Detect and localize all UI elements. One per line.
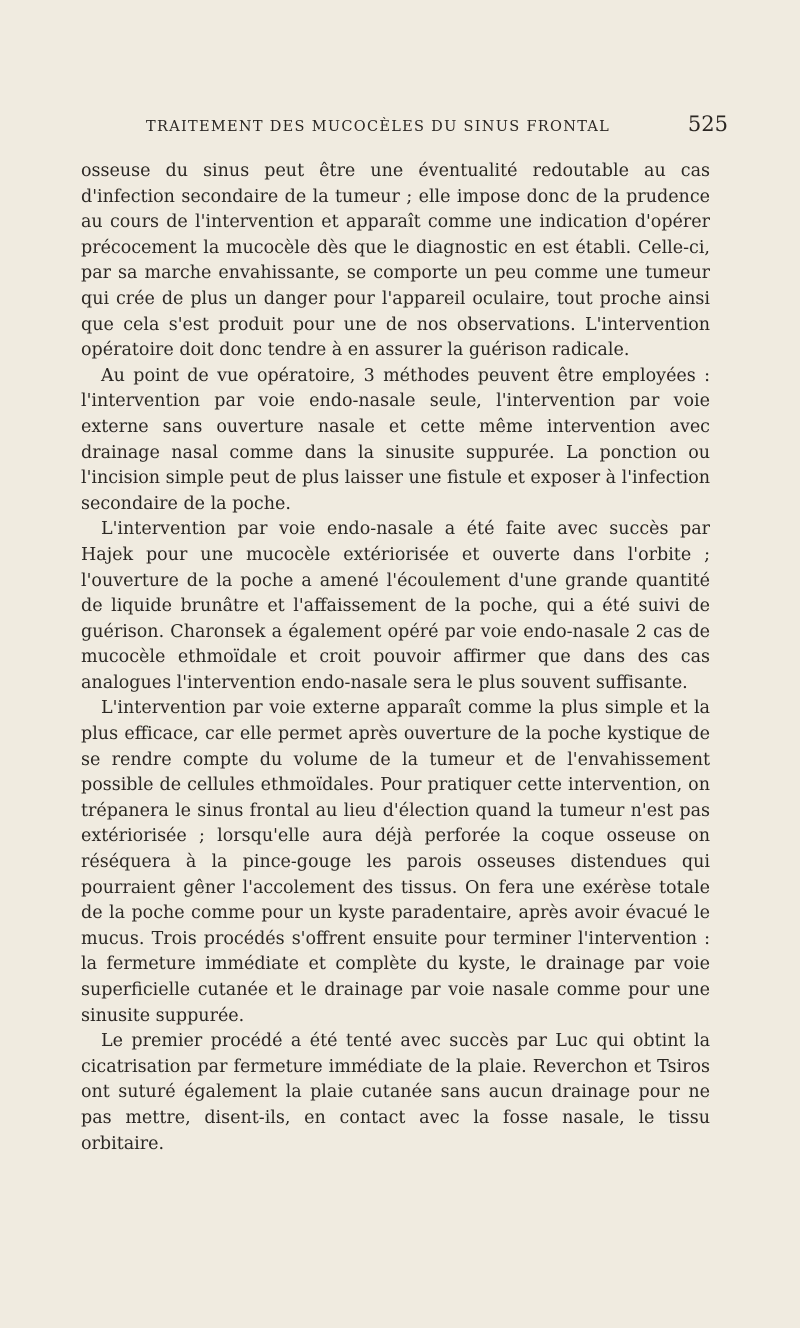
- running-title: TRAITEMENT DES MUCOCÈLES DU SINUS FRONTAL: [146, 119, 611, 135]
- paragraph-operative-methods: Au point de vue opératoire, 3 méthodes peuvent être employées : l'intervention par voie endo-nasale seule, l'intervention par voie externe sans ouverture nasale et cette même intervention avec drainage nasal comme dans la sinusite suppurée. La ponction ou l'incision simple peut de plus laisser une fistule et exposer à l'infection secondaire de la poche.: [81, 365, 711, 514]
- running-header: [140, 112, 730, 142]
- body-text: [81, 159, 710, 1157]
- paragraph-external-approach: L'intervention par voie externe apparaît comme la plus simple et la plus efficace, car elle permet après ouverture de la poche kystique de se rendre compte du volume de la tumeur et de l'envahissement possible de cellules ethmoïdales. Pour pratiquer cette intervention, on trépanera le sinus frontal au lieu d'élection quand la tumeur n'est pas extériorisée ; lorsqu'elle aura déjà perforée la coque osseuse on réséquera à la pince-gouge les parois osseuses distendues qui pourraient gêner l'accolement des tissus. On fera une exérèse totale de la poche comme pour un kyste paradentaire, après avoir évacué le mucus. Trois procédés s'offrent ensuite pour terminer l'intervention : la fermeture immédiate et complète du kyste, le drainage par voie superficielle cutanée et le drainage par voie nasale comme pour une sinusite suppurée.: [81, 698, 710, 1026]
- page-number: 525: [687, 112, 728, 136]
- paragraph-continuation: osseuse du sinus peut être une éventualité redoutable au cas d'infection secondaire de la tumeur ; elle impose donc de la prudence au cours de l'intervention et apparaît comme une indication d'opérer précocement la mucocèle dès que le diagnostic en est établi. Celle-ci, par sa marche envahissante, se comporte un peu comme une tumeur qui crée de plus un danger pour l'appareil oculaire, tout proche ainsi que cela s'est produit pour une de nos observations. L'intervention opératoire doit donc tendre à en assurer la guérison radicale.: [81, 161, 710, 361]
- paragraph-first-procedure: Le premier procédé a été tenté avec succès par Luc qui obtint la cicatrisation par fermeture immédiate de la plaie. Reverchon et Tsiros ont suturé également la plaie cutanée sans aucun drainage pour ne pas mettre, disent-ils, en contact avec la fosse nasale, le tissu orbitaire.: [81, 1031, 710, 1154]
- paragraph-endonasal-approach: L'intervention par voie endo-nasale a été faite avec succès par Hajek pour une mucocèle extériorisée et ouverte dans l'orbite ; l'ouverture de la poche a amené l'écoulement d'une grande quantité de liquide brunâtre et l'affaissement de la poche, qui a été suivi de guérison. Charonsek a également opéré par voie endo-nasale 2 cas de mucocèle ethmoïdale et croit pouvoir affirmer que dans des cas analogues l'intervention endo-nasale sera le plus souvent suffisante.: [81, 519, 710, 693]
